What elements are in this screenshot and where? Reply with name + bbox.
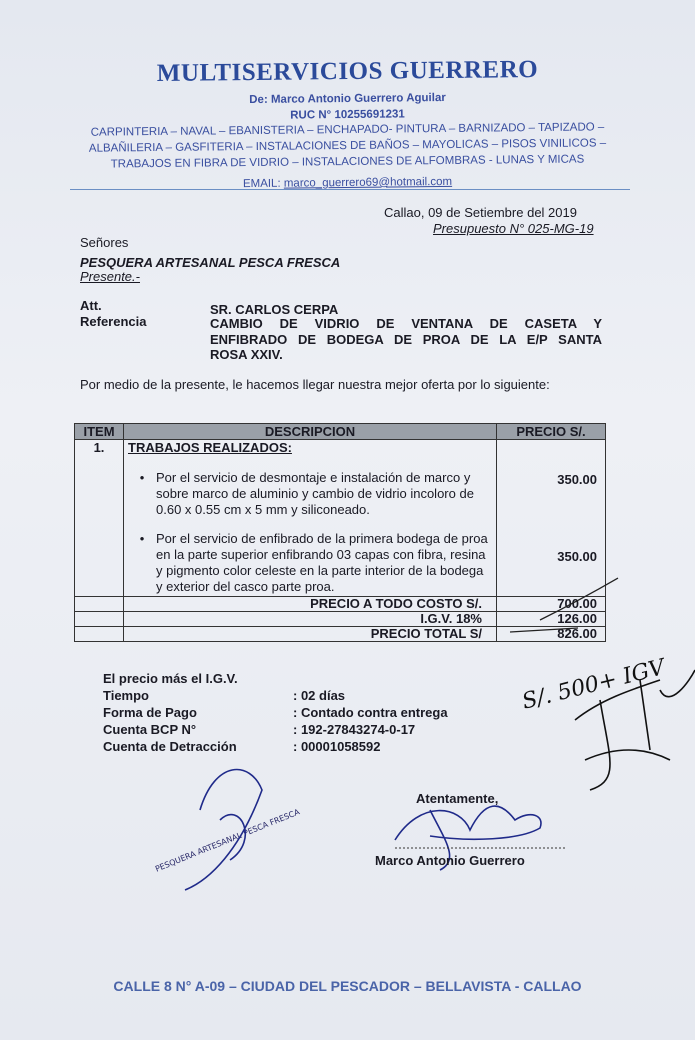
terms-value: : 02 días: [293, 688, 346, 703]
price-note: El precio más el I.G.V.: [103, 671, 238, 686]
line-item-1-price: 350.00: [557, 472, 597, 487]
presente-line: Presente.-: [80, 269, 140, 284]
date-line: Callao, 09 de Setiembre del 2019: [384, 205, 577, 220]
services-line-3: TRABAJOS EN FIBRA DE VIDRIO – INSTALACIONES DE ALFOMBRAS - LUNAS Y MICAS: [110, 153, 585, 171]
services-line-1: CARPINTERIA – NAVAL – EBANISTERIA – ENCHAPADO- PINTURA – BARNIZADO – TAPIZADO –: [90, 121, 605, 139]
igv-label: I.G.V. 18%: [124, 612, 497, 627]
intro-text: Por medio de la presente, le hacemos llegar nuestra mejor oferta por lo siguiente:: [80, 377, 550, 392]
bullet-icon: •: [139, 531, 145, 546]
signer-name: Marco Antonio Guerrero: [375, 853, 525, 868]
terms-label: Tiempo: [103, 688, 149, 703]
section-title: TRABAJOS REALIZADOS:: [128, 440, 292, 455]
email-label: EMAIL:: [242, 177, 284, 191]
quote-number: Presupuesto N° 025-MG-19: [433, 221, 594, 236]
total-label: PRECIO TOTAL S/: [124, 627, 497, 642]
reference-line-3: ROSA XXIV.: [210, 347, 283, 362]
company-stamp: [154, 807, 301, 874]
subtotal-value: 700.00: [497, 597, 606, 612]
terms-value: : Contado contra entrega: [293, 705, 448, 720]
header-item: ITEM: [75, 424, 124, 440]
igv-value: 126.00: [497, 612, 606, 627]
att-value: SR. CARLOS CERPA: [210, 302, 339, 317]
handwritten-stroke: [540, 578, 618, 620]
terms-label: Cuenta BCP N°: [103, 722, 197, 737]
owner-line: De: Marco Antonio Guerrero Aguilar: [249, 91, 446, 107]
reference-label: Referencia: [80, 314, 147, 329]
salutation: Señores: [80, 235, 129, 250]
terms-value: : 192-27843274-0-17: [293, 722, 416, 737]
header-description: DESCRIPCION: [124, 424, 497, 440]
item-number: 1.: [75, 440, 124, 597]
closing: Atentamente,: [416, 791, 499, 806]
att-label: Att.: [80, 298, 102, 313]
line-item-2-text: Por el servicio de enfibrado de la primera bodega de proa en la parte superior enfibrando 03 capas con fibra, resina y pigmento color celeste en la parte interior de la bodega y exterior del casco parte proa.: [156, 531, 488, 594]
line-item-1-text: Por el servicio de desmontaje e instalación de marco y sobre marco de aluminio y cambio de vidrio incoloro de 0.60 x 0.55 cm x 5 mm y siliconeado.: [156, 470, 474, 517]
reference-line-1: CAMBIO DE VIDRIO DE VENTANA DE CASETA Y: [210, 316, 602, 331]
handwritten-stroke: [510, 628, 578, 632]
recipient-company: PESQUERA ARTESANAL PESCA FRESCA: [80, 255, 341, 270]
line-item-2-price: 350.00: [557, 549, 597, 564]
total-value: 826.00: [497, 627, 606, 642]
subtotal-label: PRECIO A TODO COSTO S/.: [124, 597, 497, 612]
stamp-text: PESQUERA ARTESANAL PESCA FRESCA: [153, 807, 301, 874]
reference-line-2: ENFIBRADO DE BODEGA DE PROA DE LA E/P SANTA: [210, 332, 602, 347]
terms-label: Cuenta de Detracción: [103, 739, 237, 754]
email-link[interactable]: marco_guerrero69@hotmail.com: [283, 175, 453, 190]
bullet-icon: •: [139, 470, 145, 485]
services-line-2: ALBAÑILERIA – GASFITERIA – INSTALACIONES DE BAÑOS – MAYOLICAS – PISOS VINILICOS –: [88, 137, 607, 155]
handwritten-note: S/. 500+ IGV: [519, 655, 668, 715]
header-price: PRECIO S/.: [497, 424, 606, 440]
ruc-line: RUC N° 10255691231: [290, 108, 405, 122]
company-name: MULTISERVICIOS GUERRERO: [156, 56, 539, 87]
terms-value: : 00001058592: [293, 739, 381, 754]
terms-label: Forma de Pago: [103, 705, 197, 720]
footer-address: CALLE 8 N° A-09 – CIUDAD DEL PESCADOR – BELLAVISTA - CALLAO: [113, 978, 582, 994]
